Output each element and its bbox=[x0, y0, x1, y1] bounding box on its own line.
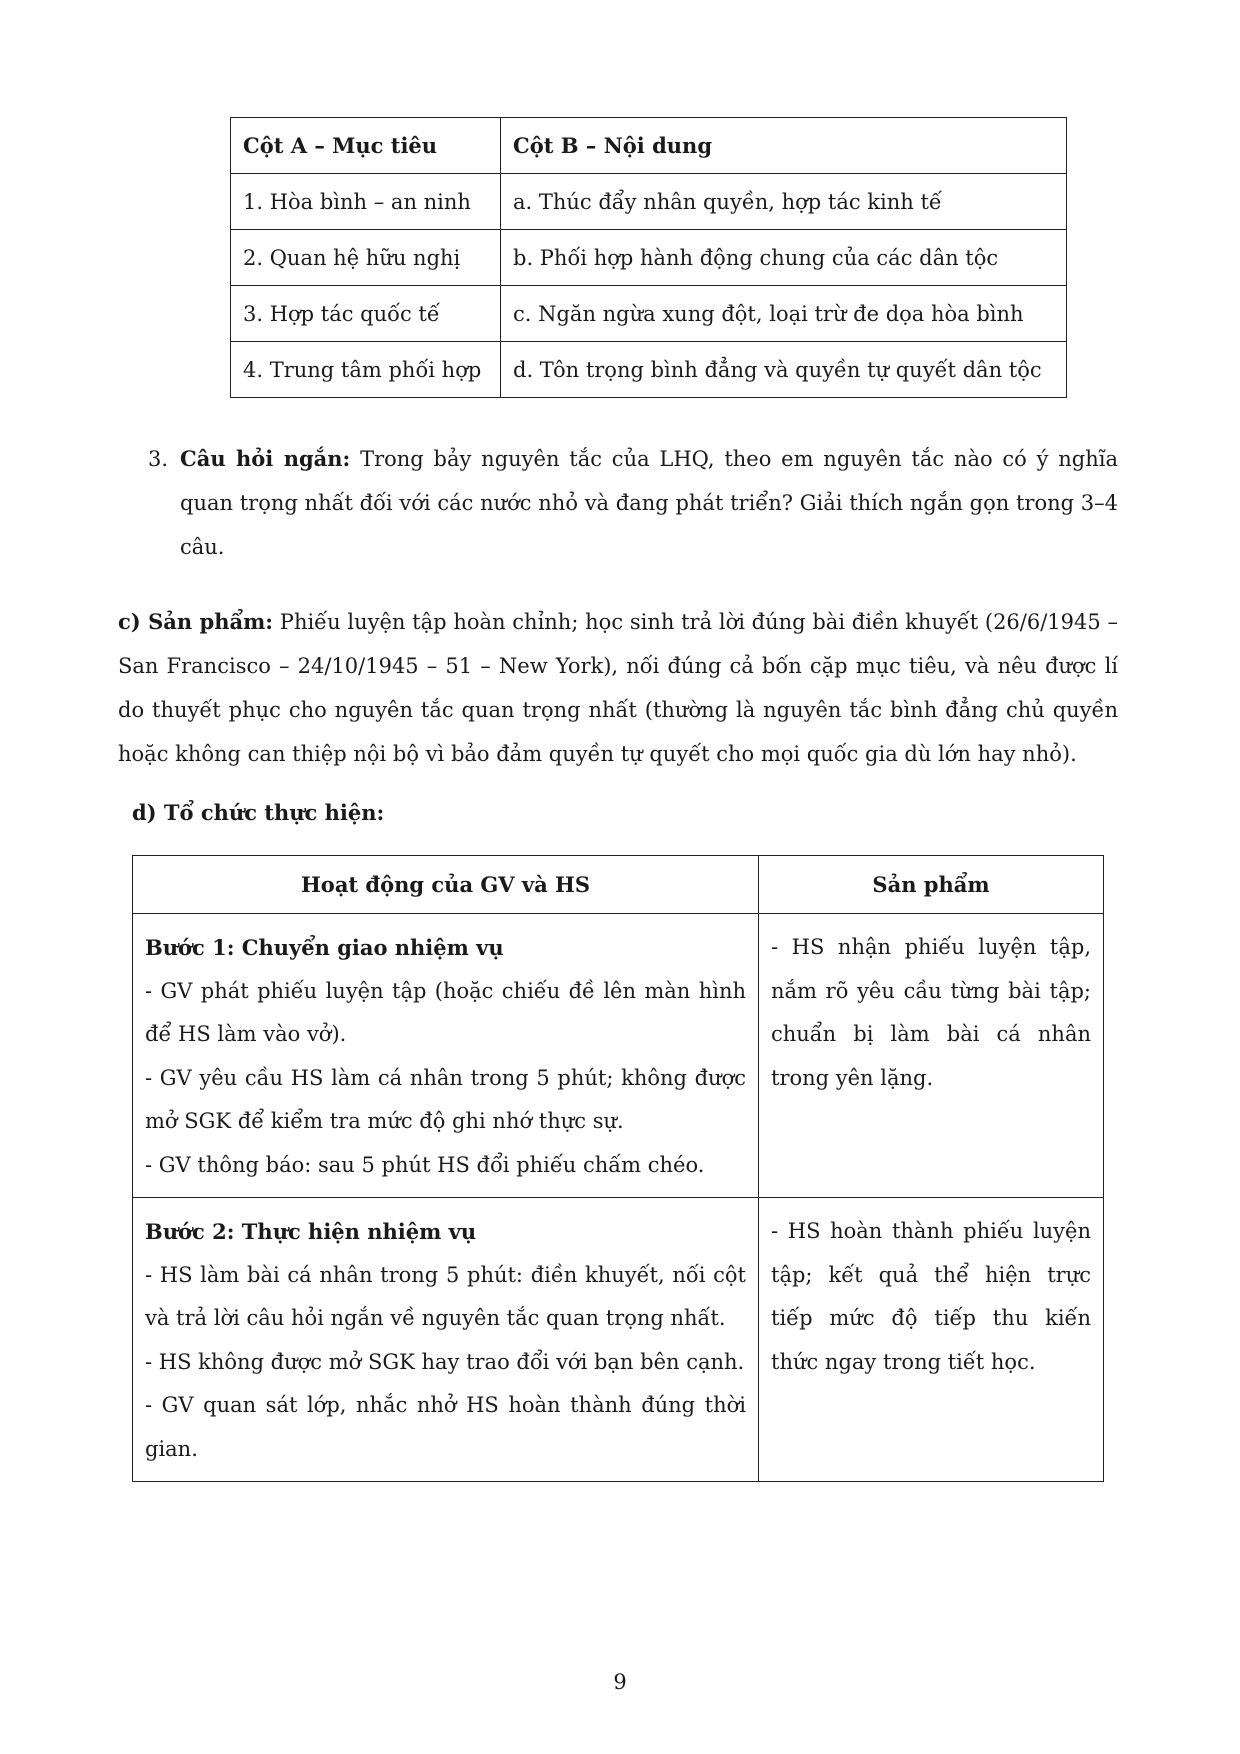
header-activity: Hoạt động của GV và HS bbox=[133, 856, 759, 914]
column-b-cell: b. Phối hợp hành động chung của các dân tộc bbox=[501, 230, 1067, 286]
step-line: - HS không được mở SGK hay trao đổi với bạn bên cạnh. bbox=[145, 1349, 745, 1374]
table-row bbox=[133, 1198, 1104, 1482]
page-number: 9 bbox=[613, 1670, 627, 1694]
column-a-cell: 2. Quan hệ hữu nghị bbox=[231, 230, 501, 286]
header-product: Sản phẩm bbox=[759, 856, 1104, 914]
product-cell: - HS nhận phiếu luyện tập, nắm rõ yêu cầu từng bài tập; chuẩn bị làm bài cá nhân trong yên lặng. bbox=[759, 914, 1104, 1198]
table-row bbox=[231, 342, 1067, 398]
header-column-b: Cột B – Nội dung bbox=[501, 118, 1067, 174]
question-body bbox=[180, 437, 1118, 569]
column-b-cell: d. Tôn trọng bình đẳng và quyền tự quyết dân tộc bbox=[501, 342, 1067, 398]
table-row bbox=[231, 230, 1067, 286]
question-number: 3. bbox=[148, 447, 169, 471]
organization-table-header bbox=[133, 856, 1104, 914]
table-row bbox=[133, 914, 1104, 1198]
matching-table bbox=[230, 117, 1067, 398]
table-row bbox=[231, 286, 1067, 342]
step-line: - GV quan sát lớp, nhắc nhở HS hoàn thành đúng thời gian. bbox=[145, 1393, 746, 1461]
column-a-cell: 4. Trung tâm phối hợp bbox=[231, 342, 501, 398]
step-line: - GV thông báo: sau 5 phút HS đổi phiếu chấm chéo. bbox=[145, 1152, 705, 1177]
organization-table bbox=[132, 855, 1104, 1482]
step-line: - HS làm bài cá nhân trong 5 phút: điền khuyết, nối cột và trả lời câu hỏi ngắn về nguyên tắc quan trọng nhất. bbox=[145, 1262, 746, 1330]
table-row bbox=[231, 174, 1067, 230]
step-line: - GV phát phiếu luyện tập (hoặc chiếu đề lên màn hình để HS làm vào vở). bbox=[145, 978, 746, 1046]
header-column-a: Cột A – Mục tiêu bbox=[231, 118, 501, 174]
column-a-cell: 1. Hòa bình – an ninh bbox=[231, 174, 501, 230]
column-a-cell: 3. Hợp tác quốc tế bbox=[231, 286, 501, 342]
product-cell: - HS hoàn thành phiếu luyện tập; kết quả thể hiện trực tiếp mức độ tiếp thu kiến thức ngay trong tiết học. bbox=[759, 1198, 1104, 1482]
question-text: Trong bảy nguyên tắc của LHQ, theo em nguyên tắc nào có ý nghĩa quan trọng nhất đối với các nước nhỏ và đang phát triển? Giải thích ngắn gọn trong 3–4 câu. bbox=[180, 447, 1118, 559]
section-product bbox=[118, 600, 1118, 776]
step-line: - GV yêu cầu HS làm cá nhân trong 5 phút; không được mở SGK để kiểm tra mức độ ghi nhớ thực sự. bbox=[145, 1065, 746, 1133]
step-title: Bước 2: Thực hiện nhiệm vụ bbox=[145, 1219, 477, 1244]
section-product-text: Phiếu luyện tập hoàn chỉnh; học sinh trả lời đúng bài điền khuyết (26/6/1945 – San Francisco – 24/10/1945 – 51 – New York), nối đúng cả bốn cặp mục tiêu, và nêu được lí do thuyết phục cho nguyên tắc quan trọng nhất (thường là nguyên tắc bình đẳng chủ quyền hoặc không can thiệp nội bộ vì bảo đảm quyền tự quyết cho mọi quốc gia dù lớn hay nhỏ). bbox=[118, 610, 1118, 766]
step-title: Bước 1: Chuyển giao nhiệm vụ bbox=[145, 935, 504, 960]
question-3 bbox=[148, 437, 1118, 569]
activity-cell bbox=[133, 914, 759, 1198]
column-b-cell: a. Thúc đẩy nhân quyền, hợp tác kinh tế bbox=[501, 174, 1067, 230]
matching-table-header bbox=[231, 118, 1067, 174]
column-b-cell: c. Ngăn ngừa xung đột, loại trừ đe dọa hòa bình bbox=[501, 286, 1067, 342]
question-label: Câu hỏi ngắn: bbox=[180, 446, 351, 471]
activity-cell bbox=[133, 1198, 759, 1482]
section-product-label: c) Sản phẩm: bbox=[118, 609, 274, 634]
section-organization-title: d) Tổ chức thực hiện: bbox=[132, 800, 385, 825]
